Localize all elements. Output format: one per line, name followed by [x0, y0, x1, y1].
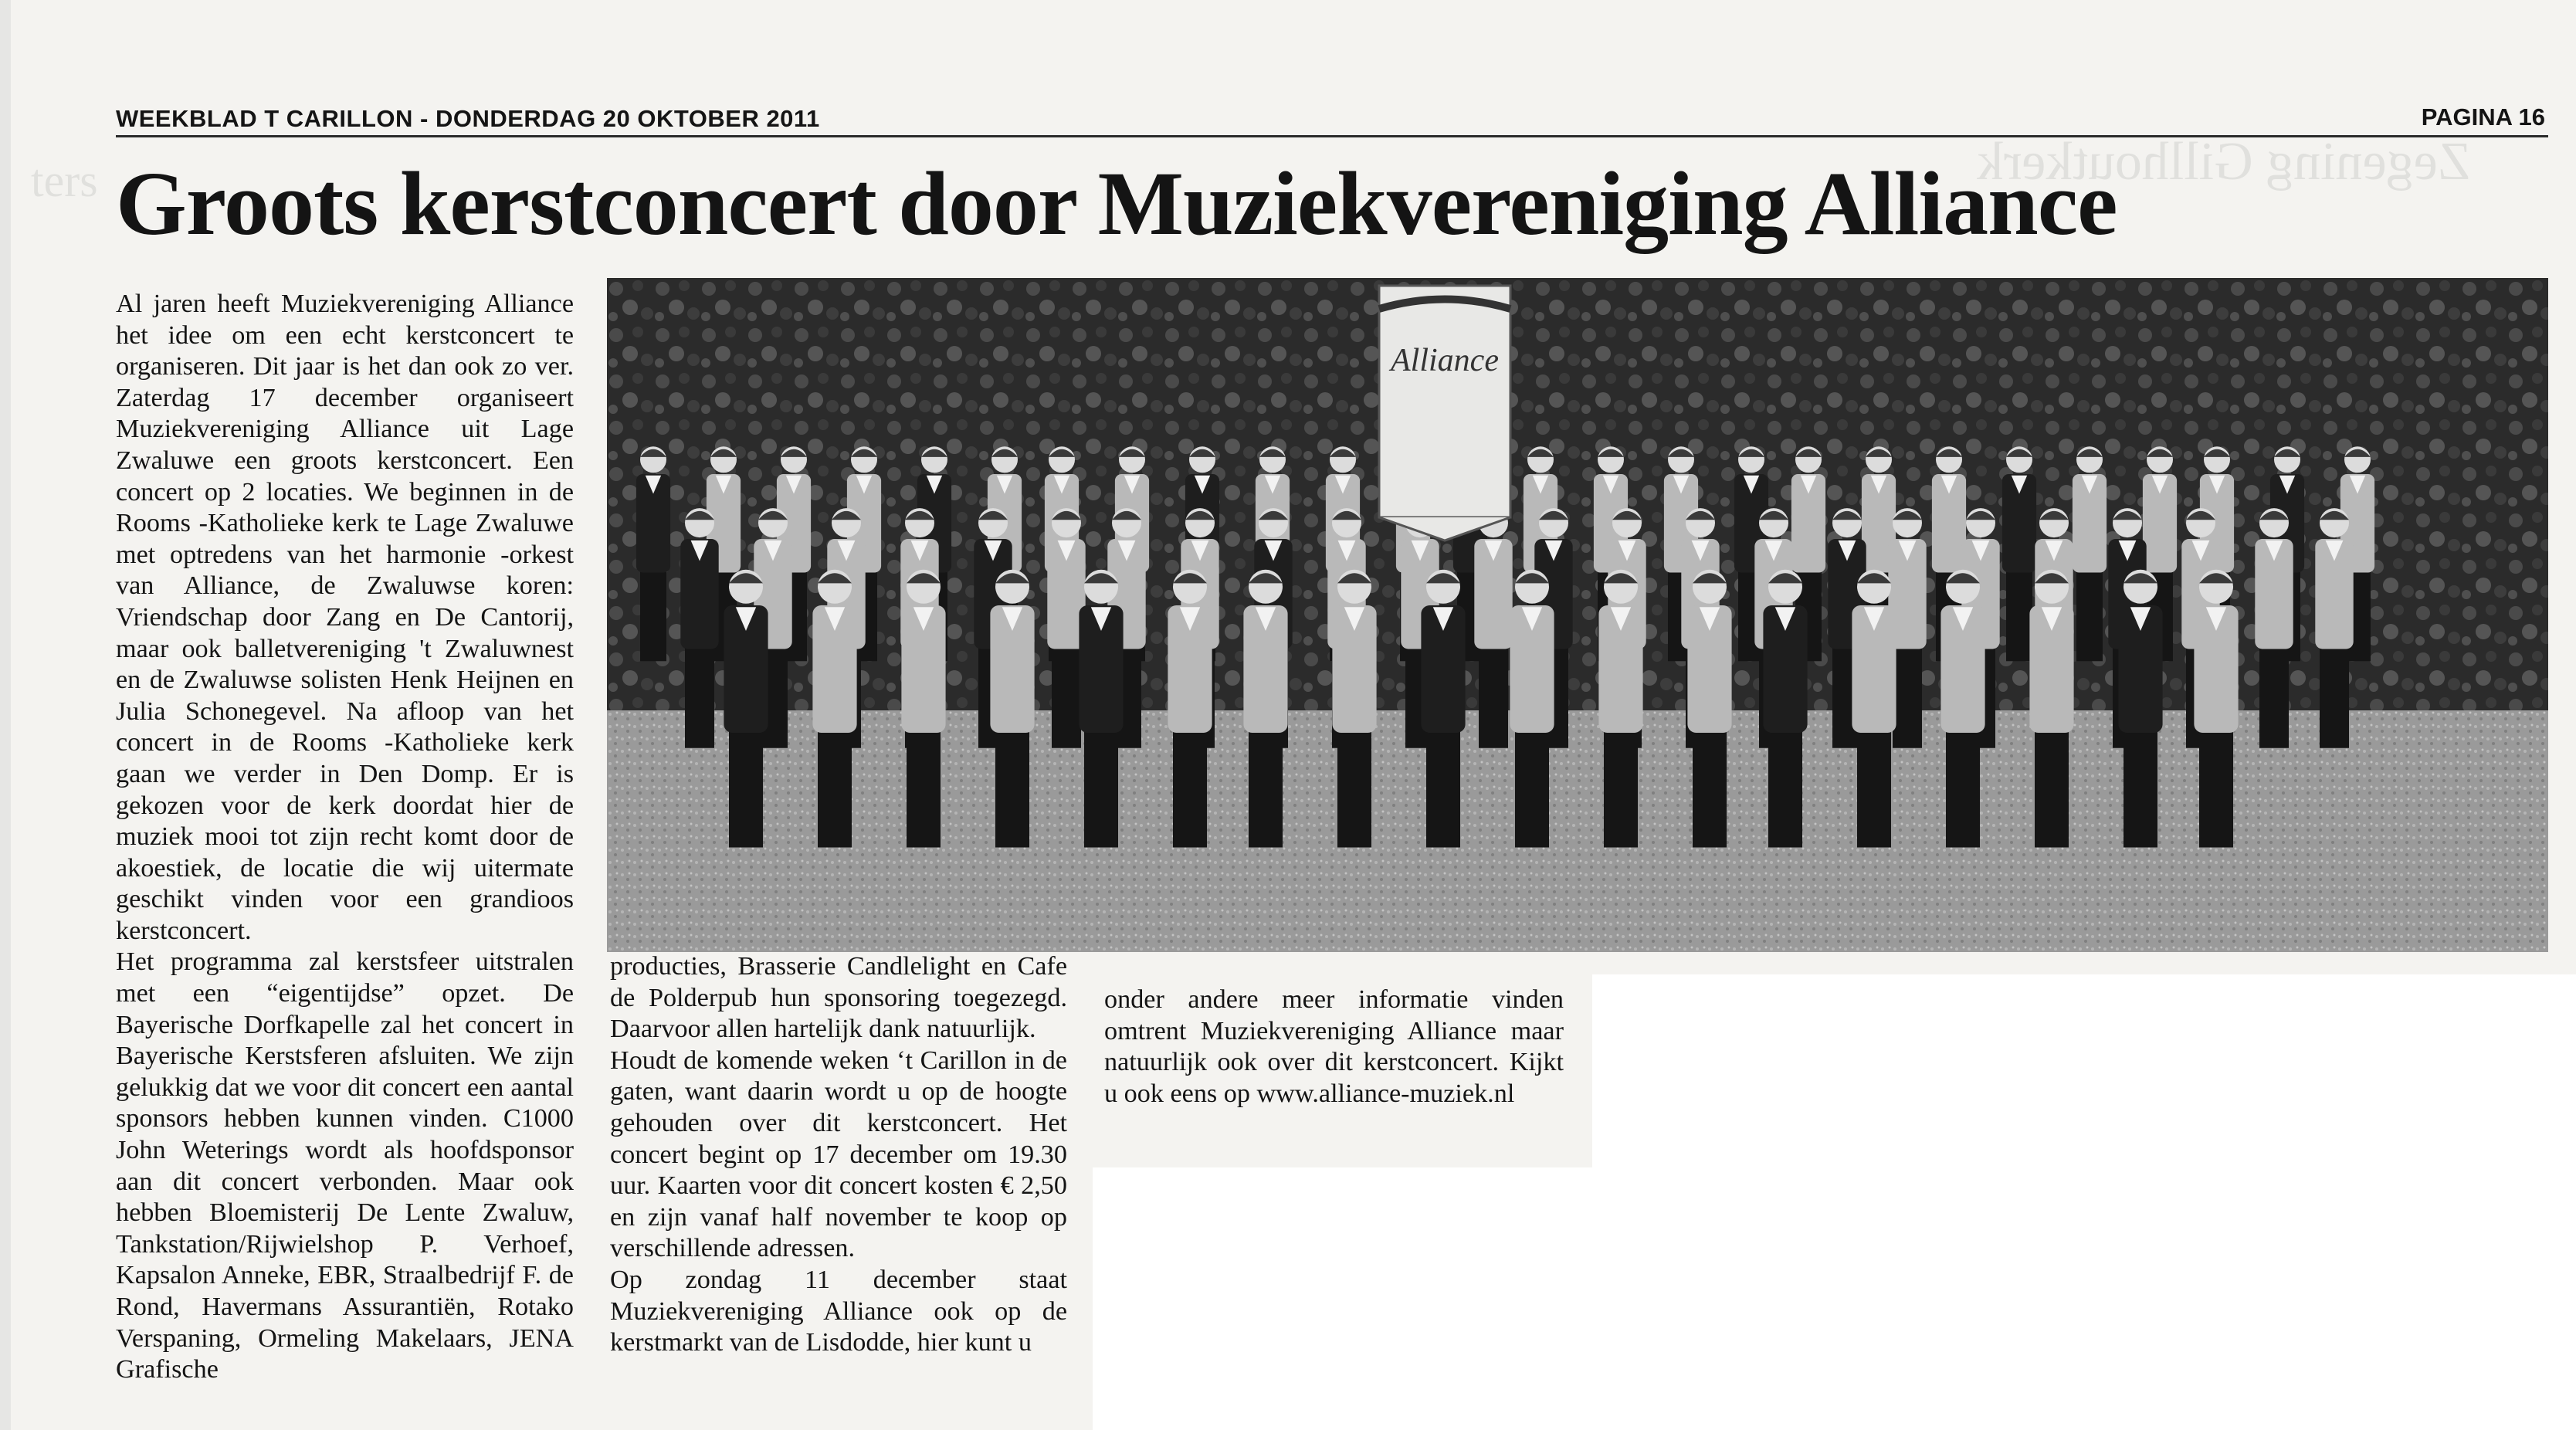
band-member [1687, 570, 1731, 848]
band-member [1852, 570, 1896, 848]
bleed-through-right-heading: Zegening Gillhoutkerk [1977, 132, 2471, 191]
band-member [1421, 570, 1465, 848]
scan-edge [0, 0, 11, 1430]
band-member [2073, 446, 2107, 661]
paragraph: Op zondag 11 december staat Muziekvereniging Alliance ook op de kerstmarkt van de Lisdodde, hier kunt u [610, 1265, 1067, 1357]
paragraph: Houdt de komende weken ‘t Carillon in de gaten, want daarin wordt u op de hoogte gehouden over dit kerstconcert. Het concert begint op 17 december om 19.30 uur. Kaarten voor dit concert kosten € 2,50 en zijn vanaf half november te koop op verschillende adressen. [610, 1045, 1067, 1263]
paragraph: onder andere meer informatie vinden omtrent Muziekvereniging Alliance maar natuurlijk ook over dit kerstconcert. Kijkt u ook eens op www.alliance-muziek.nl [1104, 985, 1564, 1108]
band-member [1243, 570, 1287, 848]
paragraph: Het programma zal kerstsfeer uitstralen met een “eigentijdse” opzet. De Bayerische Dorfkapelle zal het concert in Bayerische Kerstsferen afsluiten. We zijn gelukkig dat we voor dit concert een aantal sponsors hebben kunnen vinden. C1000 John Weterings wordt als hoofdsponsor aan dit concert verbonden. Maar ook hebben Bloemisterij De Lente Zwaluw, Tankstation/Rijwielshop P. Verhoef, Kapsalon Anneke, EBR, Straalbedrijf F. de Rond, Havermans Assurantiën, Rotako Verspaning, Ormeling Makelaars, JENA Grafische [116, 947, 574, 1384]
page-number: PAGINA 16 [2421, 103, 2545, 130]
alliance-banner [1379, 286, 1510, 540]
paragraph: Al jaren heeft Muziekvereniging Alliance het idee om een echt kerstconcert te organiseren. Dit jaar is het dan ook zo ver. Zaterdag 17 december organiseert Muziekvereniging Alliance uit Lage Zwaluwe een groots kerstconcert. Een concert op 2 locaties. We beginnen in de Rooms -Katholieke kerk te Lage Zwaluwe met optredens van het harmonie -orkest van Alliance, de Zwaluwse koren: Vriendschap door Zang en De Cantorij, maar ook balletvereniging 't Zwaluwnest en de Zwaluwse solisten Henk Heijnen en Julia Schonegevel. Na afloop van het concert in de Rooms -Katholieke kerk gaan we verder in Den Domp. Er is gekozen voor de kerk doordat hier de muziek mooi tot zijn recht komt door de akoestiek, de locatie die wij uitermate geschikt vinden voor een grandioos kerstconcert. [116, 290, 574, 945]
blank-area-lower [1093, 1167, 1602, 1430]
band-member [990, 570, 1034, 848]
band-member [1332, 570, 1376, 848]
article-column-2 [610, 951, 1067, 1359]
band-member [1598, 570, 1642, 848]
band-member [636, 446, 670, 661]
blank-area [1592, 974, 2576, 1430]
band-member [901, 570, 945, 848]
band-member [1510, 570, 1554, 848]
paragraph: producties, Brasserie Candlelight en Cafe de Polderpub hun sponsoring toegezegd. Daarvoor allen hartelijk dank natuurlijk. [610, 952, 1067, 1044]
band-member [1168, 570, 1212, 848]
band-member [1763, 570, 1807, 848]
masthead: WEEKBLAD T CARILLON - DONDERDAG 20 OKTOBER 2011 [116, 105, 820, 132]
band-member [1079, 570, 1123, 848]
band-member [2118, 570, 2162, 848]
article-column-3 [1104, 984, 1564, 1110]
band-member [2194, 570, 2238, 848]
band-photo [607, 278, 2548, 952]
band-member [1474, 508, 1512, 748]
headline: Groots kerstconcert door Muziekvereniging Alliance [116, 153, 2117, 254]
banner-text: Alliance [1391, 343, 1499, 378]
article-column-1 [116, 289, 574, 1386]
band-member [680, 508, 718, 748]
band-member [812, 570, 856, 848]
bleed-through-left-column: ters [31, 155, 98, 206]
band-member [2255, 508, 2293, 748]
band-member [724, 570, 768, 848]
header-rule [116, 135, 2548, 137]
band-member [2315, 508, 2353, 748]
band-member [2029, 570, 2073, 848]
band-member [1940, 570, 1985, 848]
